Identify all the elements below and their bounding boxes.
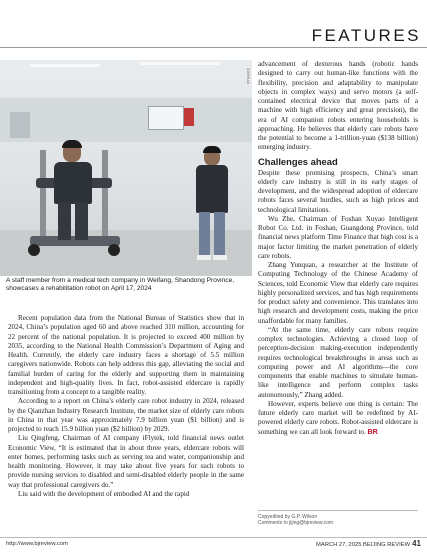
section-title: FEATURES — [311, 26, 421, 45]
article-left-column — [8, 314, 244, 499]
issue-date: MARCH 27, 2025 BEIJING REVIEW — [316, 542, 411, 548]
comments-line: Comments to jijing@bjreview.com — [258, 520, 334, 527]
paragraph: “At the same time, elderly care robots require complex technologies. Achieving a closed loop of perception-decision making-execution independently requires technological breakthroughs in areas such as computing power and AI algorithms—the core components that enable machines to simulate human-like intelligence and perform complex tasks autonomously,” Zhang added. — [258, 325, 418, 399]
photo-credit: XINHUA — [246, 68, 250, 85]
paragraph-continuation: advancement of dexterous hands (robotic hands designed to carry out human-like functions with the flexibility, precision and adaptability to manipulate objects in complex ways) and servo motors (a self-contained electrical device that moves parts of a machine with high efficiency and great precision), the era of AI companion robots entering households is approaching. He believes that elderly care robots have the potential to become a 1-trillion-yuan ($138 billion) emerging industry. — [258, 60, 418, 152]
footer-issue — [316, 539, 421, 548]
article-photo — [0, 60, 252, 276]
paragraph: Despite these promising prospects, China’s smart elderly care industry is still in its early stages of development, and the widespread adoption of eldercare robots faces several hurdles, such as high prices and technological limitations. — [258, 168, 418, 214]
copyright-note — [258, 510, 418, 527]
footer-divider — [0, 537, 427, 538]
paragraph: Liu Qingfeng, Chairman of AI company iFlytek, told financial news outlet Economic View, “It is estimated that in about three years, eldercare robots will enter homes, performing tasks such as serving tea and water, companionship and health monitoring. However, it may take about five years for such robots to provide nursing services to disabled and semi-disabled elderly people in the same way that professional caregivers do.” — [8, 434, 244, 489]
article-right-column — [258, 60, 418, 437]
copyeditor-line: Copyedited by G.P. Wilson — [258, 514, 318, 520]
section-heading: Challenges ahead — [258, 155, 338, 167]
paragraph-final — [258, 400, 418, 437]
paragraph: Zhang Yunquan, a researcher at the Institute of Computing Technology of the Chinese Academy of Sciences, told Economic View that elderly care requires highly personalized services, and has high requirements for product safety and convenience. This translates into high research and development costs, making the price unaffordable for many families. — [258, 261, 418, 325]
header-divider — [0, 47, 427, 48]
paragraph: Wu Zhe, Chairman of Foshan Xuyao Intelligent Robot Co. Ltd. in Foshan, Guangdong Province, told financial news platform Time Finance that high cost is a major factor limiting the market penetration of elderly care robots. — [258, 214, 418, 260]
footer-url[interactable]: http://www.bjreview.com — [6, 541, 68, 547]
page-number: 41 — [412, 539, 421, 548]
end-mark: BR — [367, 427, 378, 436]
paragraph: Recent population data from the National Bureau of Statistics show that in 2024, China’s population aged 60 and above reached 310 million, accounting for 22 percent of the national population. It is projected to exceed 400 million by 2035, according to the National Health Commission’s Department of Aging and Health. Currently, the elderly care industry faces a shortage of 5.5 million caregivers nationwide. Robots can help address this gap, alleviating the social and familial burden of caring for the elderly and supporting them in maintaining independent and high-quality lives. In fact, robot-assisted eldercare is rapidly transitioning from a concept to a tangible reality. — [8, 314, 244, 396]
paragraph: Liu said with the development of embodied AI and the rapid — [18, 489, 190, 498]
paragraph: According to a report on China’s elderly care robot industry in 2024, released by the Qianzhan Industry Research Institute, the market size of elderly care robots in China in that year was approximately 7.9 billion yuan ($1 billion) and is projected to reach 15.9 billion yuan ($2 billion) by 2029. — [8, 397, 244, 433]
photo-caption: A staff member from a medical tech company in Weifang, Shandong Province, showcases a rehabilitation robot on April 17, 2024 — [6, 277, 235, 293]
final-paragraph-text: However, experts believe one thing is certain: The future elderly care market will be redefined by AI-powered elderly care robots. Robot-assisted eldercare is something we can all look forward to. — [258, 399, 418, 436]
